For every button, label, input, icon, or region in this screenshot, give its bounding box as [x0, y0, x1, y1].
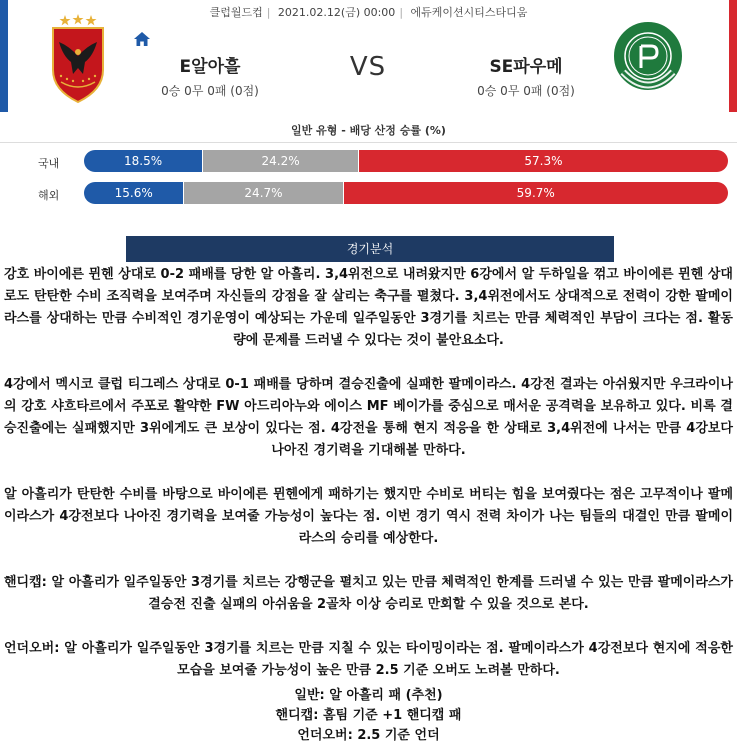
analysis-paragraph: 언더오버: 알 아흘리가 일주일동안 3경기를 치르는 만큼 지칠 수 있는 타이밍이라는 점. 팔메이라스가 4강전보다 현지에 적응한 모습을 보여줄 가능성이 높은 만큼 2.5 기준 오버도 노려볼 만하다.	[4, 641, 733, 678]
match-meta: 클럽월드컵 | 2021.02.12(금) 00:00 | 에듀케이션시티스타디움	[0, 4, 737, 20]
away-team-name: SE파우메	[489, 57, 563, 77]
away-win-segment: 57.3%	[359, 150, 728, 172]
home-icon[interactable]	[134, 32, 150, 46]
odds-title: 일반 유형 - 배당 산정 승률 (%)	[291, 124, 446, 137]
pick-overunder: 언더오버: 2.5 기준 언더	[297, 728, 440, 743]
away-team-logo	[611, 16, 685, 102]
analysis-header: 경기분석	[126, 236, 614, 262]
draw-segment: 24.7%	[184, 182, 343, 204]
pick-handicap: 핸디캡: 홈팀 기준 +1 핸디캡 패	[275, 708, 462, 723]
draw-segment: 24.2%	[203, 150, 359, 172]
analysis-paragraph: 알 아흘리가 탄탄한 수비를 바탕으로 바이에른 뮌헨에게 패하기는 했지만 수비로 버티는 힘을 보여줬다는 점은 고무적이나 팔메이라스가 4강전보다 나아진 경기력을 보여줄 가능성이 높다는 점. 이번 경기 역시 전력 차이가 나는 팀들의 대결인 만큼 팔메이라스의 승리를 예상한다.	[4, 487, 733, 546]
home-team-logo	[47, 12, 109, 104]
competition-name: 클럽월드컵	[209, 6, 263, 19]
home-win-segment: 15.6%	[84, 182, 184, 204]
home-team-name: E알아흘	[179, 57, 241, 77]
odds-row-overseas	[0, 182, 737, 206]
odds-bar	[84, 150, 728, 172]
home-team-record: 0승 0무 0패 (0점)	[161, 84, 259, 98]
odds-row-label: 해외	[38, 189, 60, 202]
analysis-paragraph: 핸디캡: 알 아흘리가 일주일동안 3경기를 치르는 강행군을 펼치고 있는 만큼 체력적인 한계를 드러낼 수 있는 만큼 팔메이라스가 결승전 진출 실패의 아쉬움을 2골차 이상 승리로 만회할 수 있을 것으로 본다.	[4, 575, 733, 612]
odds-row-label: 국내	[38, 157, 60, 170]
odds-bar	[84, 182, 728, 204]
match-venue: 에듀케이션시티스타디움	[410, 6, 528, 19]
odds-row-domestic	[0, 150, 737, 174]
analysis-body	[4, 264, 733, 704]
analysis-paragraph: 강호 바이에른 뮌헨 상대로 0-2 패배를 당한 알 아흘리. 3,4위전으로 내려왔지만 6강에서 알 두하일을 꺾고 바이에른 뮌헨 상대로도 탄탄한 수비 조직력을 보여주며 자신들의 강점을 잘 살리는 축구를 펼쳤다. 3,4위전에서도 상대적으로 전력이 강한 팔메이라스를 상대하는 만큼 수비적인 경기운영이 예상되는 가운데 일주일동안 3경기를 치르는 만큼 체력적인 부담이 크다는 점. 활동량에 문제를 드러낼 수 있다는 것이 불안요소다.	[4, 267, 733, 348]
match-datetime: 2021.02.12(금) 00:00	[277, 6, 396, 19]
away-team-record: 0승 0무 0패 (0점)	[477, 84, 575, 98]
odds-divider	[0, 142, 737, 143]
pick-general: 일반: 알 아흘리 패 (추천)	[294, 688, 443, 703]
home-win-segment: 18.5%	[84, 150, 203, 172]
prediction-picks	[0, 686, 737, 746]
away-win-segment: 59.7%	[344, 182, 728, 204]
analysis-paragraph: 4강에서 멕시코 클럽 티그레스 상대로 0-1 패배를 당하며 결승진출에 실패한 팔메이라스. 4강전 결과는 아쉬웠지만 우크라이나의 강호 샤흐타르에서 주포로 활약한 FW 아드리아누와 에이스 MF 베이가를 중심으로 매서운 공격력을 보유하고 있다. 비록 결승진출에는 실패했지만 3위에게도 큰 보상이 있다는 점. 4강전을 통해 현지 적응을 한 상태로 3,4위전에 나서는 만큼 4강보다 나아진 경기력을 기대해볼 만하다.	[4, 377, 733, 458]
vs-label: VS	[349, 52, 387, 82]
